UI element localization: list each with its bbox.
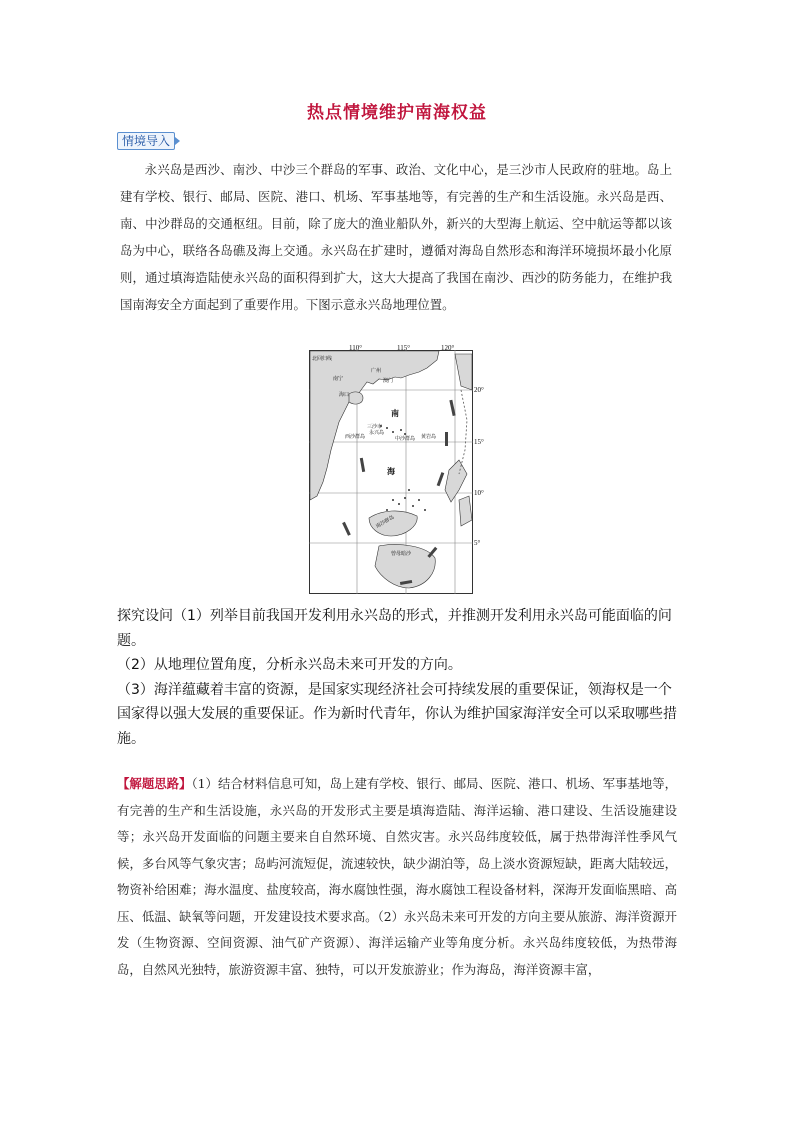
lon-label-110: 110°	[349, 344, 363, 352]
map-label-zhongsha: 中沙群岛	[395, 436, 416, 442]
map-label-xisha: 西沙群岛	[345, 434, 366, 440]
map-label-yongxing: 永兴岛	[369, 430, 385, 436]
intro-paragraph	[120, 156, 672, 318]
map-label-tropic: 北回归线	[312, 356, 333, 362]
question-1: 探究设问（1）列举目前我国开发利用永兴岛的形式，并推测开发利用永兴岛可能面临的问题。	[117, 608, 672, 649]
section-tag: 情境导入	[117, 132, 175, 150]
page-title: 热点情境维护南海权益	[307, 103, 487, 123]
map-label-sansha: 三沙市	[367, 424, 383, 430]
map-label-nansha: 南沙群岛	[375, 514, 396, 530]
location-map	[309, 350, 473, 594]
map-label-nanning: 南宁	[333, 376, 344, 382]
question-3: （3）海洋蕴藏着丰富的资源，是国家实现经济社会可持续发展的重要保证，领海权是一个国家得以强大发展的重要保证。作为新时代青年，你认为维护国家海洋安全可以采取哪些措施。	[117, 681, 677, 747]
map-label-haikou: 海口	[339, 392, 350, 398]
map-lat-labels	[474, 350, 494, 594]
lon-label-115: 115°	[397, 344, 411, 352]
lat-label-5: 5°	[474, 539, 481, 547]
question-2: （2）从地理位置角度，分析永兴岛未来可开发的方向。	[117, 657, 462, 673]
answer-text: （1）结合材料信息可知，岛上建有学校、银行、邮局、医院、港口、机场、军事基地等，有完善的生产和生活设施，永兴岛的开发形式主要是填海造陆、海洋运输、港口建设、生活设施建设等；永兴岛开发面临的问题主要来自自然环境、自然灾害。永兴岛纬度较低，属于热带海洋性季风气候，多台风等气象灾害；岛屿河流短促，流速较快，缺少湖泊等，岛上淡水资源短缺，距离大陆较远，物资补给困难；海水温度、盐度较高，海水腐蚀性强，海水腐蚀工程设备材料，深海开发面临黑暗、高压、低温、缺氧等问题，开发建设技术要求高。（2）永兴岛未来可开发的方向主要从旅游、海洋资源开发（生物资源、空间资源、油气矿产资源）、海洋运输产业等角度分析。永兴岛纬度较低，为热带海岛，自然风光独特，旅游资源丰富、独特，可以开发旅游业；作为海岛，海洋资源丰富，	[117, 776, 678, 977]
map-lon-labels	[309, 344, 473, 354]
map-label-south: 南	[391, 409, 399, 418]
answer-block	[117, 771, 677, 983]
map-label-macao: 澳门	[383, 378, 394, 384]
lat-label-10: 10°	[474, 489, 484, 497]
questions-block	[117, 604, 677, 751]
map-label-huangyan: 黄岩岛	[421, 434, 437, 440]
lat-label-15: 15°	[474, 438, 484, 446]
map-label-guangzhou: 广州	[371, 368, 382, 374]
intro-text: 永兴岛是西沙、南沙、中沙三个群岛的军事、政治、文化中心，是三沙市人民政府的驻地。岛上建有学校、银行、邮局、医院、港口、机场、军事基地等，有完善的生产和生活设施。永兴岛是西、南、中沙群岛的交通枢纽。目前，除了庞大的渔业船队外，新兴的大型海上航运、空中航运等都以该岛为中心，联络各岛礁及海上交通。永兴岛在扩建时，遵循对海岛自然形态和海洋环境损坏最小化原则，通过填海造陆使永兴岛的面积得到扩大，这大大提高了我国在南沙、西沙的防务能力，在维护我国南海安全方面起到了重要作用。下图示意永兴岛地理位置。	[120, 162, 672, 312]
lat-label-20: 20°	[474, 386, 484, 394]
answer-label: 【解题思路】	[117, 776, 192, 791]
map-label-zengmu: 曾母暗沙	[391, 551, 412, 557]
map-label-sea: 海	[387, 467, 395, 476]
lon-label-120: 120°	[441, 344, 455, 352]
